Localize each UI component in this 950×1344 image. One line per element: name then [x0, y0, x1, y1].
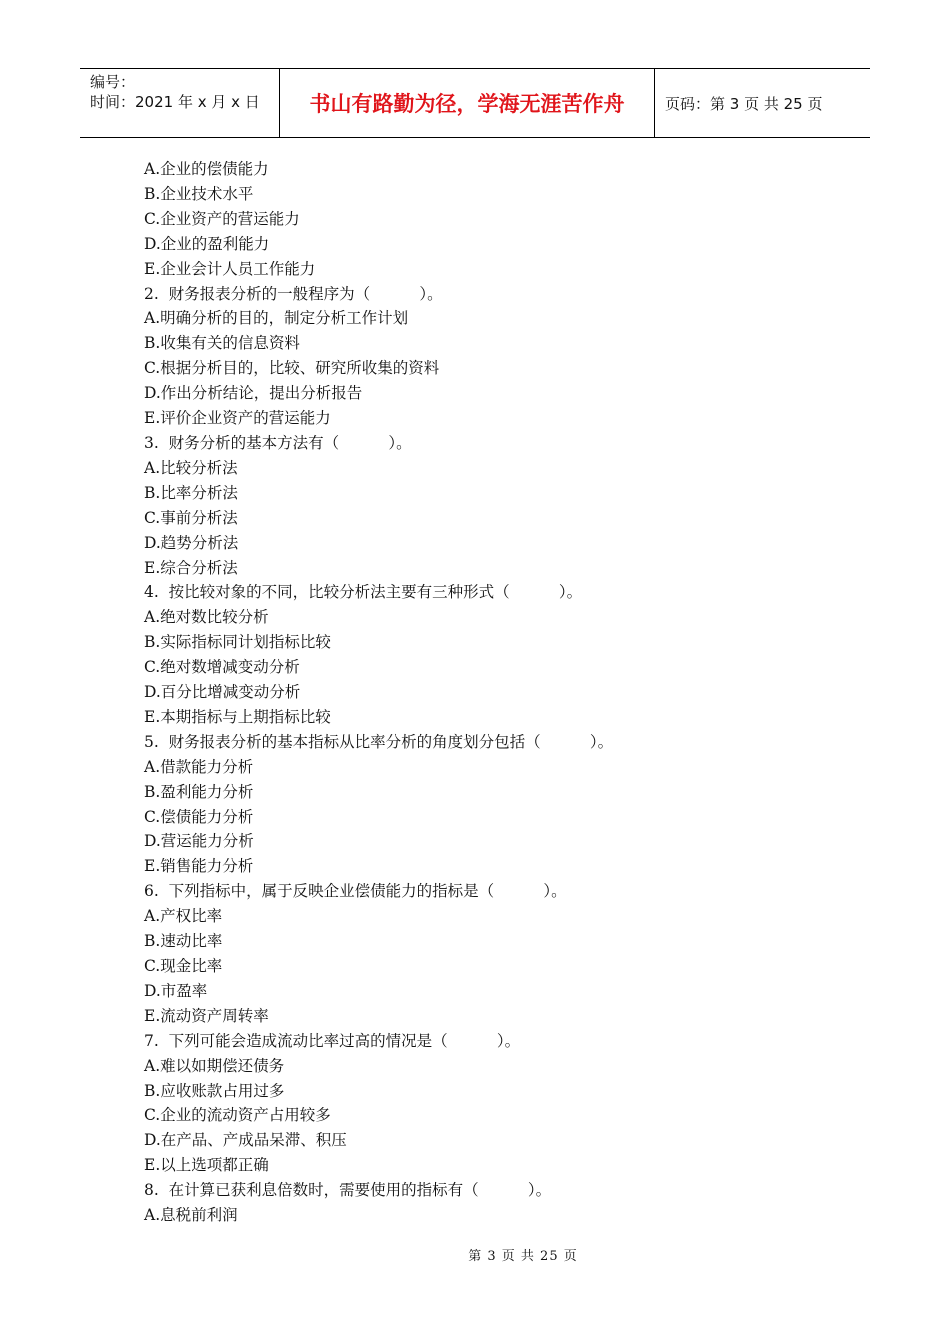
answer-option: B.速动比率: [144, 932, 223, 951]
answer-option: C.根据分析目的，比较、研究所收集的资料: [144, 359, 440, 378]
answer-option: E.流动资产周转率: [144, 1006, 269, 1025]
header-motto: 书山有路勤为径，学海无涯苦作舟: [280, 69, 655, 137]
question-list: [144, 157, 844, 1228]
question-stem: 7. 下列可能会造成流动比率过高的情况是（ ）。: [144, 1031, 521, 1050]
answer-option: E.综合分析法: [144, 558, 238, 577]
answer-option: D.作出分析结论，提出分析报告: [144, 384, 363, 403]
answer-option: D.营运能力分析: [144, 832, 254, 851]
answer-option: D.市盈率: [144, 981, 208, 1000]
question-stem: 8. 在计算已获利息倍数时，需要使用的指标有（ ）。: [144, 1181, 552, 1200]
answer-option: E.企业会计人员工作能力: [144, 259, 316, 278]
answer-option: B.实际指标同计划指标比较: [144, 633, 331, 652]
page-footer: [0, 1245, 950, 1264]
answer-option: E.以上选项都正确: [144, 1156, 269, 1175]
answer-option: A.难以如期偿还债务: [144, 1056, 285, 1075]
answer-option: A.产权比率: [144, 907, 223, 926]
doc-time-label: 时间：2021 年 x 月 x 日: [90, 93, 260, 111]
answer-option: B.收集有关的信息资料: [144, 334, 300, 353]
answer-option: D.在产品、产成品呆滞、积压: [144, 1131, 347, 1150]
answer-option: C.企业资产的营运能力: [144, 209, 300, 228]
question-stem: 6. 下列指标中，属于反映企业偿债能力的指标是（ ）。: [144, 882, 567, 901]
answer-option: C.企业的流动资产占用较多: [144, 1106, 331, 1125]
answer-option: B.应收账款占用过多: [144, 1081, 285, 1100]
answer-option: E.本期指标与上期指标比较: [144, 707, 331, 726]
answer-option: D.企业的盈利能力: [144, 234, 270, 253]
answer-option: A.息税前利润: [144, 1206, 238, 1225]
answer-option: A.比较分析法: [144, 458, 238, 477]
answer-option: B.盈利能力分析: [144, 782, 254, 801]
answer-option: E.销售能力分析: [144, 857, 254, 876]
doc-number-label: 编号：: [90, 73, 136, 91]
question-stem: 3. 财务分析的基本方法有（ ）。: [144, 433, 412, 452]
question-stem: 5. 财务报表分析的基本指标从比率分析的角度划分包括（ ）。: [144, 732, 614, 751]
answer-option: C.事前分析法: [144, 508, 238, 527]
answer-option: A.企业的偿债能力: [144, 160, 269, 178]
answer-option: A.明确分析的目的，制定分析工作计划: [144, 309, 409, 328]
question-stem: 2. 财务报表分析的一般程序为（ ）。: [144, 284, 443, 303]
header-meta: [80, 69, 280, 137]
answer-option: A.借款能力分析: [144, 757, 254, 776]
answer-option: E.评价企业资产的营运能力: [144, 409, 331, 428]
question-stem: 4. 按比较对象的不同，比较分析法主要有三种形式（ ）。: [144, 583, 583, 602]
page-header: [80, 68, 870, 138]
footer-page-number: 第 3 页 共 25 页: [468, 1249, 578, 1264]
answer-option: D.百分比增减变动分析: [144, 683, 301, 702]
answer-option: B.比率分析法: [144, 483, 238, 502]
answer-option: C.现金比率: [144, 957, 223, 975]
header-page-info: 页码：第 3 页 共 25 页: [665, 94, 823, 113]
answer-option: B.企业技术水平: [144, 184, 254, 203]
answer-option: A.绝对数比较分析: [144, 608, 269, 627]
answer-option: C.偿债能力分析: [144, 807, 254, 826]
answer-option: C.绝对数增减变动分析: [144, 658, 300, 677]
answer-option: D.趋势分析法: [144, 533, 239, 552]
